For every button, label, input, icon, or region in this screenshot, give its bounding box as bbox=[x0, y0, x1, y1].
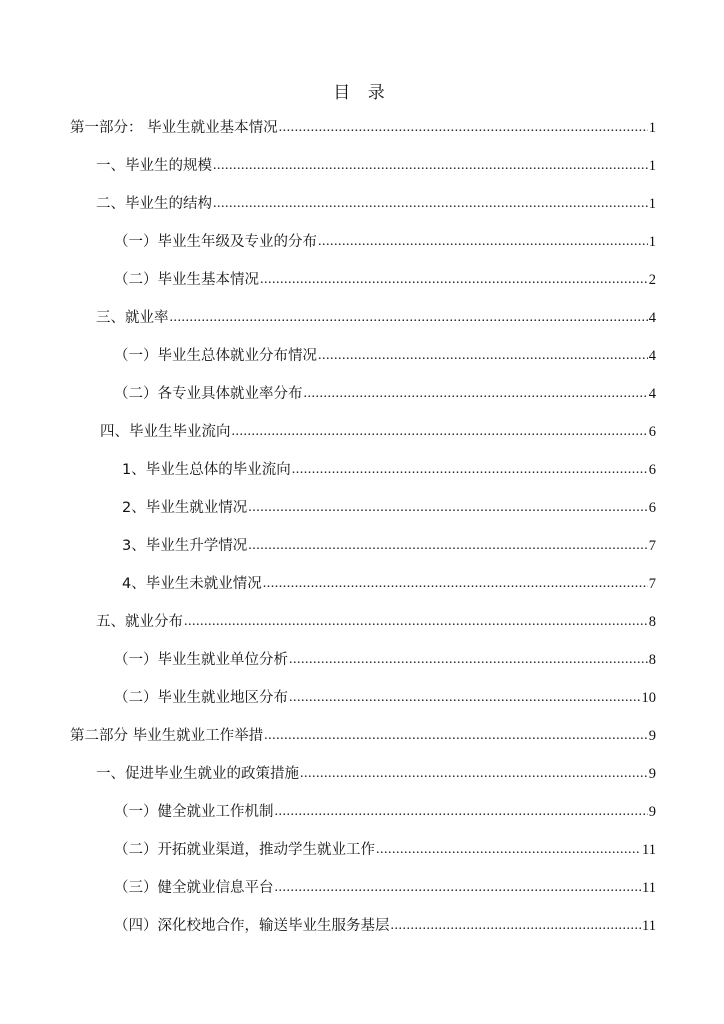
toc-entry[interactable] bbox=[96, 758, 656, 784]
toc-page-number: 8 bbox=[648, 614, 656, 630]
toc-dot-leader bbox=[279, 118, 648, 138]
toc-entry[interactable] bbox=[96, 606, 656, 632]
toc-title: 目 录 bbox=[333, 83, 391, 103]
toc-dot-leader bbox=[391, 916, 642, 936]
toc-dot-leader bbox=[260, 270, 648, 290]
toc-page-number: 6 bbox=[648, 500, 656, 516]
toc-page-number: 4 bbox=[648, 386, 656, 402]
toc-dot-leader bbox=[232, 422, 648, 442]
toc-entry[interactable] bbox=[70, 720, 656, 746]
toc-entry[interactable] bbox=[114, 264, 656, 290]
toc-entry[interactable] bbox=[114, 340, 656, 366]
toc-page-number: 4 bbox=[648, 348, 656, 364]
toc-page-number: 6 bbox=[648, 462, 656, 478]
toc-entry-label: 第二部分 毕业生就业工作举措 bbox=[70, 728, 264, 744]
toc-entry-label: （一）毕业生年级及专业的分布 bbox=[114, 234, 317, 250]
toc-page-number: 8 bbox=[648, 652, 656, 668]
toc-entry[interactable] bbox=[96, 302, 656, 328]
toc-page-number: 4 bbox=[648, 310, 656, 326]
toc-page-number: 1 bbox=[648, 196, 656, 212]
toc-entry-label: 4、毕业生未就业情况 bbox=[122, 576, 262, 592]
toc-entry-label: （二）各专业具体就业率分布 bbox=[114, 386, 303, 402]
toc-entry-label: （四）深化校地合作，输送毕业生服务基层 bbox=[114, 918, 390, 934]
toc-entry-label: （三）健全就业信息平台 bbox=[114, 880, 274, 896]
toc-dot-leader bbox=[275, 878, 642, 898]
toc-entry[interactable] bbox=[114, 378, 656, 404]
toc-entry[interactable] bbox=[114, 226, 656, 252]
toc-page-number: 1 bbox=[648, 234, 656, 250]
toc-entry[interactable] bbox=[122, 530, 656, 556]
toc-dot-leader bbox=[275, 802, 648, 822]
toc-dot-leader bbox=[318, 232, 648, 252]
toc-entry-label: 一、毕业生的规模 bbox=[96, 158, 212, 174]
toc-entry[interactable] bbox=[114, 644, 656, 670]
toc-page-number: 2 bbox=[648, 272, 656, 288]
toc-page-number: 7 bbox=[648, 576, 656, 592]
toc-entry-label: 3、毕业生升学情况 bbox=[122, 538, 248, 554]
toc-dot-leader bbox=[213, 194, 648, 214]
toc-page-number: 9 bbox=[648, 766, 656, 782]
toc-entry[interactable] bbox=[114, 910, 656, 936]
toc-dot-leader bbox=[300, 764, 648, 784]
toc-entry-label: 三、就业率 bbox=[96, 310, 169, 326]
toc-entry[interactable] bbox=[70, 112, 656, 138]
toc-entry-label: 2、毕业生就业情况 bbox=[122, 500, 248, 516]
toc-page-number: 11 bbox=[642, 918, 656, 934]
toc-dot-leader bbox=[318, 346, 648, 366]
toc-dot-leader bbox=[213, 156, 648, 176]
toc-dot-leader bbox=[170, 308, 648, 328]
toc-dot-leader bbox=[289, 688, 641, 708]
toc-page-number: 7 bbox=[648, 538, 656, 554]
toc-entry[interactable] bbox=[114, 796, 656, 822]
toc-page-number: 1 bbox=[648, 158, 656, 174]
toc-entry[interactable] bbox=[114, 872, 656, 898]
toc-page-number: 1 bbox=[648, 120, 656, 136]
toc-entry-label: 第一部分： 毕业生就业基本情况 bbox=[70, 120, 278, 136]
toc-entry-label: （二）毕业生就业地区分布 bbox=[114, 690, 288, 706]
toc-page-number: 11 bbox=[642, 880, 656, 896]
toc-page-number: 6 bbox=[648, 424, 656, 440]
toc-entry[interactable] bbox=[114, 834, 656, 860]
toc-entry[interactable] bbox=[100, 416, 656, 442]
toc-entry-label: 一、促进毕业生就业的政策措施 bbox=[96, 766, 299, 782]
toc-entry-label: 四、毕业生毕业流向 bbox=[100, 424, 231, 440]
toc-entry[interactable] bbox=[122, 454, 656, 480]
toc-dot-leader bbox=[304, 384, 648, 404]
toc-page-number: 11 bbox=[642, 842, 656, 858]
toc-dot-leader bbox=[292, 460, 648, 480]
toc-dot-leader bbox=[263, 574, 648, 594]
toc-page-number: 10 bbox=[641, 690, 656, 706]
toc-entry-label: 1、毕业生总体的毕业流向 bbox=[122, 462, 291, 478]
toc-entry[interactable] bbox=[114, 682, 656, 708]
toc-entry-label: 五、就业分布 bbox=[96, 614, 183, 630]
toc-dot-leader bbox=[289, 650, 648, 670]
toc-entry-label: （一）健全就业工作机制 bbox=[114, 804, 274, 820]
toc-entry-label: 二、毕业生的结构 bbox=[96, 196, 212, 212]
toc-entry-label: （二）毕业生基本情况 bbox=[114, 272, 259, 288]
toc-entry[interactable] bbox=[122, 568, 656, 594]
toc-dot-leader bbox=[184, 612, 648, 632]
toc-dot-leader bbox=[376, 840, 641, 860]
toc-entry[interactable] bbox=[96, 188, 656, 214]
toc-dot-leader bbox=[264, 726, 648, 746]
toc-dot-leader bbox=[248, 536, 648, 556]
toc-entry[interactable] bbox=[96, 150, 656, 176]
toc-page-number: 9 bbox=[648, 804, 656, 820]
toc-dot-leader bbox=[248, 498, 648, 518]
toc-entry[interactable] bbox=[122, 492, 656, 518]
toc-entry-label: （二）开拓就业渠道，推动学生就业工作 bbox=[114, 842, 375, 858]
toc-page-number: 9 bbox=[648, 728, 656, 744]
toc-entry-label: （一）毕业生总体就业分布情况 bbox=[114, 348, 317, 364]
toc-entry-label: （一）毕业生就业单位分析 bbox=[114, 652, 288, 668]
